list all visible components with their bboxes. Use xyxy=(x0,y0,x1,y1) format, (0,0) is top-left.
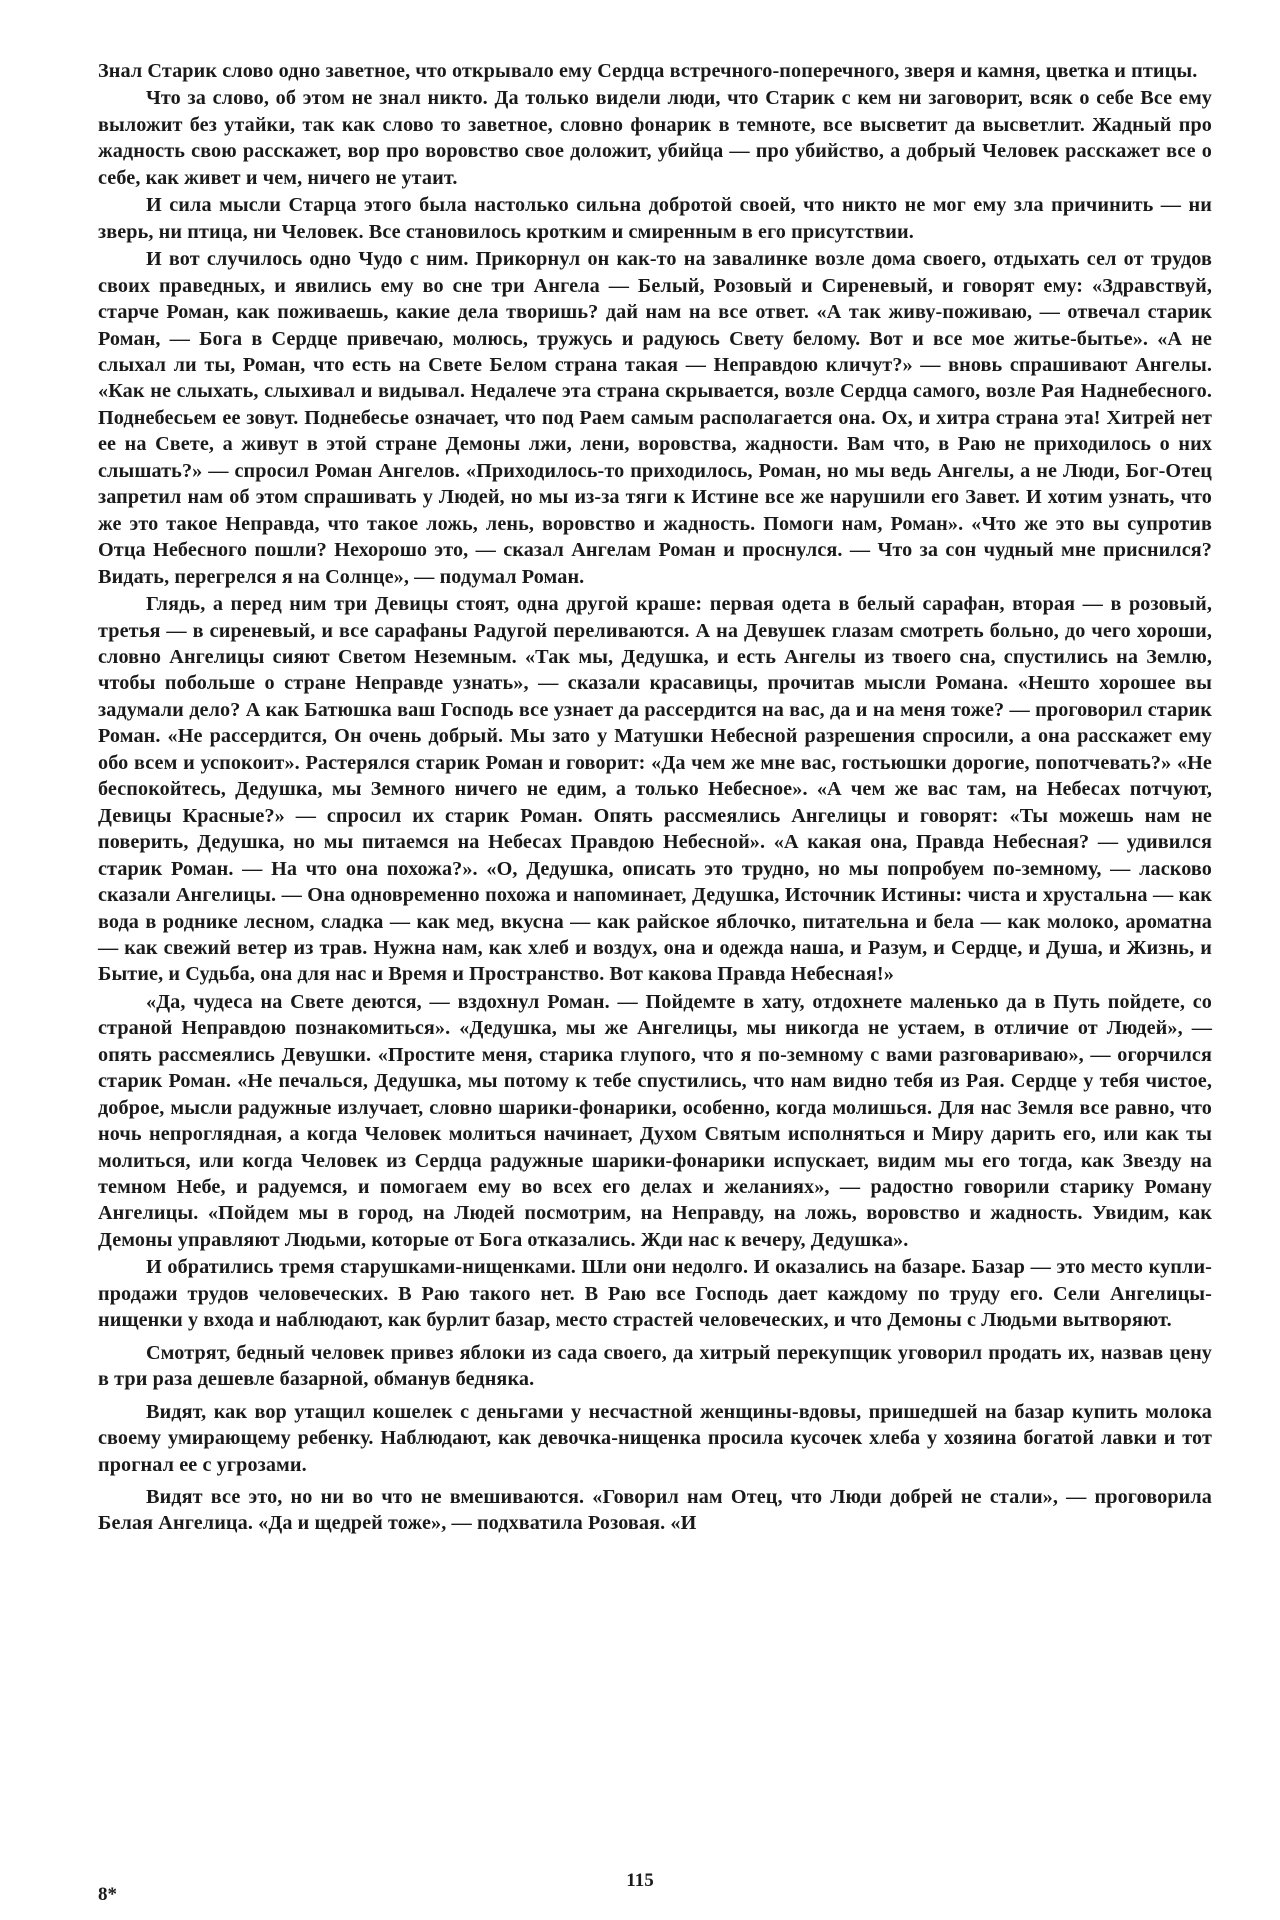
signature-mark: 8* xyxy=(98,1884,117,1905)
paragraph: Знал Старик слово одно заветное, что открывало ему Сердца встречного-поперечного, зверя и камня, цветка и птицы. xyxy=(98,60,1198,82)
paragraph: Что за слово, об этом не знал никто. Да только видели люди, что Старик с кем ни заговорит, всяк о себе Все ему выложит без утайки, так как слово то заветное, словно фонарик в темноте, все высветит да высветлит. Жадный про жадность свою расскажет, вор про воровство свое доложит, убийца — про убийство, а добрый Человек расскажет все о себе, как живет и чем, ничего не утаит. xyxy=(98,87,1212,189)
paragraph: «Да, чудеса на Свете деются, — вздохнул Роман. — Пойдемте в хату, отдохнете маленько да в Путь пойдете, со страной Неправдою познакомиться». «Дедушка, мы же Ангелицы, мы никогда не устаем, в отличие от Людей», — опять рассмеялись Девушки. «Простите меня, старика глупого, что я по-земному с вами разговариваю», — огорчился старик Роман. «Не печалься, Дедушка, мы потому к тебе спустились, что нам видно тебя из Рая. Сердце у тебя чистое, доброе, мысли радужные излучает, словно шарики-фонарики, особенно, когда молишься. Для нас Земля все равно, что ночь непроглядная, а когда Человек молиться начинает, Духом Святым исполняться и Миру дарить его, или как ты молиться, или когда Человек из Сердца радужные шарики-фонарики испускает, видим мы его тогда, как Звезду на темном Небе, и радуемся, и помогаем ему во всех его делах и желаниях», — радостно говорили старику Роману Ангелицы. «Пойдем мы в город, на Людей посмотрим, на Неправду, на ложь, воровство и жадность. Увидим, как Демоны управляют Людьми, которые от Бога отказались. Жди нас к вечеру, Дедушка». xyxy=(98,990,1212,1251)
paragraph: Смотрят, бедный человек привез яблоки из сада своего, да хитрый перекупщик уговорил продать их, назвав цену в три раза дешевле базарной, обманув бедняка. xyxy=(98,1341,1212,1391)
paragraph: И обратились тремя старушками-нищенками. Шли они недолго. И оказались на базаре. Базар — это место купли-продажи трудов человеческих. В Раю такого нет. В Раю все Господь дает каждому по труду его. Сели Ангелицы-нищенки у входа и наблюдают, как бурлит базар, место страстей человеческих, и что Демоны с Людьми вытворяют. xyxy=(98,1256,1212,1332)
paragraph: Глядь, а перед ним три Девицы стоят, одна другой краше: первая одета в белый сарафан, вторая — в розовый, третья — в сиреневый, и все сарафаны Радугой переливаются. А на Девушек глазам смотреть больно, до чего хороши, словно Ангелицы сияют Светом Неземным. «Так мы, Дедушка, и есть Ангелы из твоего сна, спустились на Землю, чтобы побольше о стране Неправде узнать», — сказали красавицы, прочитав мысли Романа. «Нешто хорошее вы задумали дело? А как Батюшка ваш Господь все узнает да рассердится на вас, да и на меня тоже? — проговорил старик Роман. «Не рассердится, Он очень добрый. Мы зато у Матушки Небесной разрешения спросили, а она расскажет ему обо всем и успокоит». Растерялся старик Роман и говорит: «Да чем же мне вас, гостьюшки дорогие, попотчевать?» «Не беспокойтесь, Дедушка, мы Земного ничего не едим, а только Небесное». «А чем же вас там, на Небесах потчуют, Девицы Красные?» — спросил их старик Роман. Опять рассмеялись Ангелицы и говорят: «Ты можешь нам не поверить, Дедушка, но мы питаемся на Небесах Правдою Небесной». «А какая она, Правда Небесная? — удивился старик Роман. — На что она похожа?». «О, Дедушка, описать это трудно, но мы попробуем по-земному, — ласково сказали Ангелицы. — Она одновременно похожа и напоминает, Дедушка, Источник Истины: чиста и хрустальна — как вода в роднике лесном, сладка — как мед, вкусна — как райское яблочко, питательна и бела — как молоко, ароматна — как свежий ветер из трав. Нужна нам, как хлеб и воздух, она и одежда наша, и Разум, и Сердце, и Душа, и Жизнь, и Бытие, и Судьба, она для нас и Время и Пространство. Вот какова Правда Небесная!» xyxy=(98,593,1212,986)
paragraph: И вот случилось одно Чудо с ним. Прикорнул он как-то на завалинке возле дома своего, отдыхать сел от трудов своих праведных, и явились ему во сне три Ангела — Белый, Розовый и Сиреневый, и говорят ему: «Здравствуй, старче Роман, как поживаешь, какие дела творишь? дай нам на все ответ. «А так живу-поживаю, — отвечал старик Роман, — Бога в Сердце привечаю, молюсь, тружусь и радуюсь Свету белому. Вот и все мое житье-бытье». «А не слыхал ли ты, Роман, что есть на Свете Белом страна такая — Неправдою кличут?» — вновь спрашивают Ангелы. «Как не слыхать, слыхивал и видывал. Недалече эта страна скрывается, возле Сердца самого, возле Рая Наднебесного. Поднебесьем ее зовут. Поднебесье означает, что под Раем самым располагается она. Ох, и хитра страна эта! Хитрей нет ее на Свете, а живут в этой стране Демоны лжи, лени, воровства, жадности. Вам что, в Раю не приходилось о них слышать?» — спросил Роман Ангелов. «Приходилось-то приходилось, Роман, но мы ведь Ангелы, а не Люди, Бог-Отец запретил нам об этом спрашивать у Людей, но мы из-за тяги к Истине все же нарушили его Завет. И хотим узнать, что же это такое Неправда, что такое ложь, лень, воровство и жадность. Помоги нам, Роман». «Что же это вы супротив Отца Небесного пошли? Нехорошо это, — сказал Ангелам Роман и проснулся. — Что за сон чудный мне приснился? Видать, перегрелся я на Солнце», — подумал Роман. xyxy=(98,248,1212,588)
paragraph: Видят, как вор утащил кошелек с деньгами у несчастной женщины-вдовы, пришедшей на базар купить молока своему умирающему ребенку. Наблюдают, как девочка-нищенка просила кусочек хлеба у хозяина богатой лавки и тот прогнал ее с угрозами. xyxy=(98,1400,1212,1476)
page-number: 115 xyxy=(626,1870,654,1891)
paragraph: Видят все это, но ни во что не вмешиваются. «Говорил нам Отец, что Люди добрей не стали», — проговорила Белая Ангелица. «Да и щедрей тоже», — подхватила Розовая. «И xyxy=(98,1486,1212,1535)
paragraph: И сила мысли Старца этого была настолько сильна добротой своей, что никто не мог ему зла причинить — ни зверь, ни птица, ни Человек. Все становилось кротким и смиренным в его присутствии. xyxy=(98,194,1212,243)
page-body xyxy=(98,58,1212,1538)
